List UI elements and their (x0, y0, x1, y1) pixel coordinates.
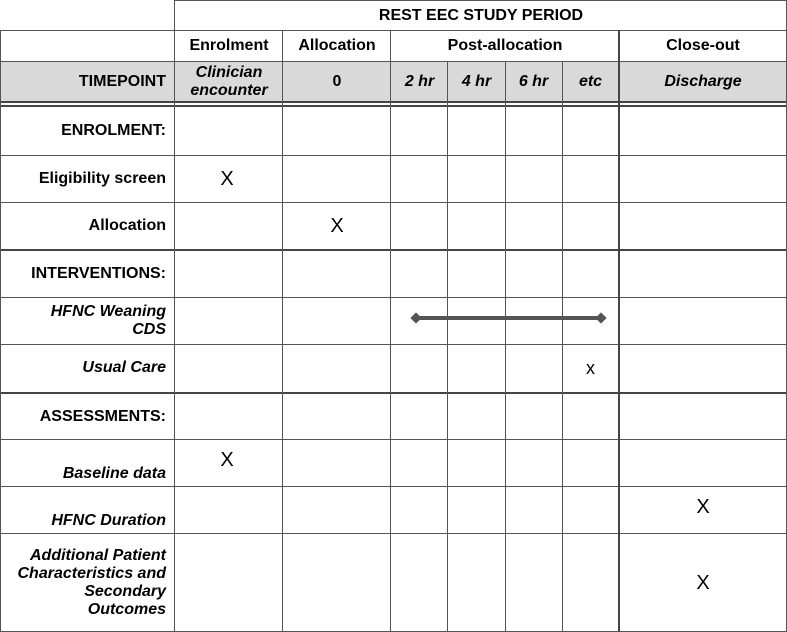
row-usual-care: Usual Care (82, 359, 166, 376)
grid-line (174, 0, 175, 632)
section-interventions: INTERVENTIONS: (31, 265, 166, 282)
timepoint-allocation: 0 (332, 72, 342, 90)
mark-usual-care-etc: x (586, 358, 595, 378)
grid-line-double-bottom (0, 105, 787, 107)
duration-bar-start-marker (410, 312, 421, 323)
timepoint-2hr: 2 hr (404, 72, 435, 90)
timepoint-label: TIMEPOINT (78, 72, 166, 90)
row-allocation: Allocation (88, 216, 166, 234)
grid-line (0, 155, 787, 156)
grid-line-section (0, 249, 787, 251)
grid-line (447, 61, 448, 632)
grid-line (0, 533, 787, 534)
timepoint-6hr: 6 hr (518, 72, 549, 90)
row-additional-characteristics: Additional Patient Characteristics and Secondary Outcomes (17, 546, 166, 618)
timepoint-4hr: 4 hr (461, 72, 492, 90)
mark-allocation-allocation: X (330, 214, 344, 237)
section-assessments: ASSESSMENTS: (39, 407, 166, 425)
grid-line (0, 202, 787, 203)
study-period-header: REST EEC STUDY PERIOD (378, 6, 584, 24)
grid-line (0, 30, 787, 31)
grid-line (282, 30, 283, 632)
section-enrolment: ENROLMENT: (61, 122, 166, 139)
grid-line (0, 344, 787, 345)
mark-baseline-enrolment: X (220, 449, 234, 471)
grid-line-double-top (0, 101, 787, 103)
mark-hfnc-duration-discharge: X (696, 496, 710, 518)
grid-line (0, 61, 787, 62)
phase-allocation: Allocation (298, 37, 376, 54)
row-baseline-data: Baseline data (62, 465, 166, 482)
hfnc-weaning-duration-bar (415, 316, 601, 320)
phase-close-out: Close-out (666, 37, 740, 54)
phase-post-allocation: Post-allocation (447, 37, 563, 54)
grid-line (175, 0, 787, 1)
grid-line (562, 61, 563, 632)
row-hfnc-weaning-cds: HFNC Weaning CDS (50, 302, 166, 338)
timepoint-discharge: Discharge (664, 72, 742, 90)
timepoint-etc: etc (578, 72, 603, 90)
duration-bar-end-marker (595, 312, 606, 323)
grid-line (0, 30, 1, 632)
phase-enrolment: Enrolment (189, 37, 269, 54)
grid-line-close-out-divider (618, 30, 620, 632)
grid-line-section (0, 392, 787, 394)
grid-line (0, 439, 787, 440)
row-eligibility-screen: Eligibility screen (38, 169, 166, 187)
grid-line (0, 486, 787, 487)
grid-line (0, 297, 787, 298)
grid-line (505, 61, 506, 632)
mark-additional-discharge: X (696, 571, 710, 594)
timepoint-enrolment: Clinician encounter (190, 63, 268, 99)
mark-eligibility-enrolment: X (220, 167, 234, 190)
grid-line (390, 30, 391, 632)
row-hfnc-duration: HFNC Duration (51, 512, 166, 529)
